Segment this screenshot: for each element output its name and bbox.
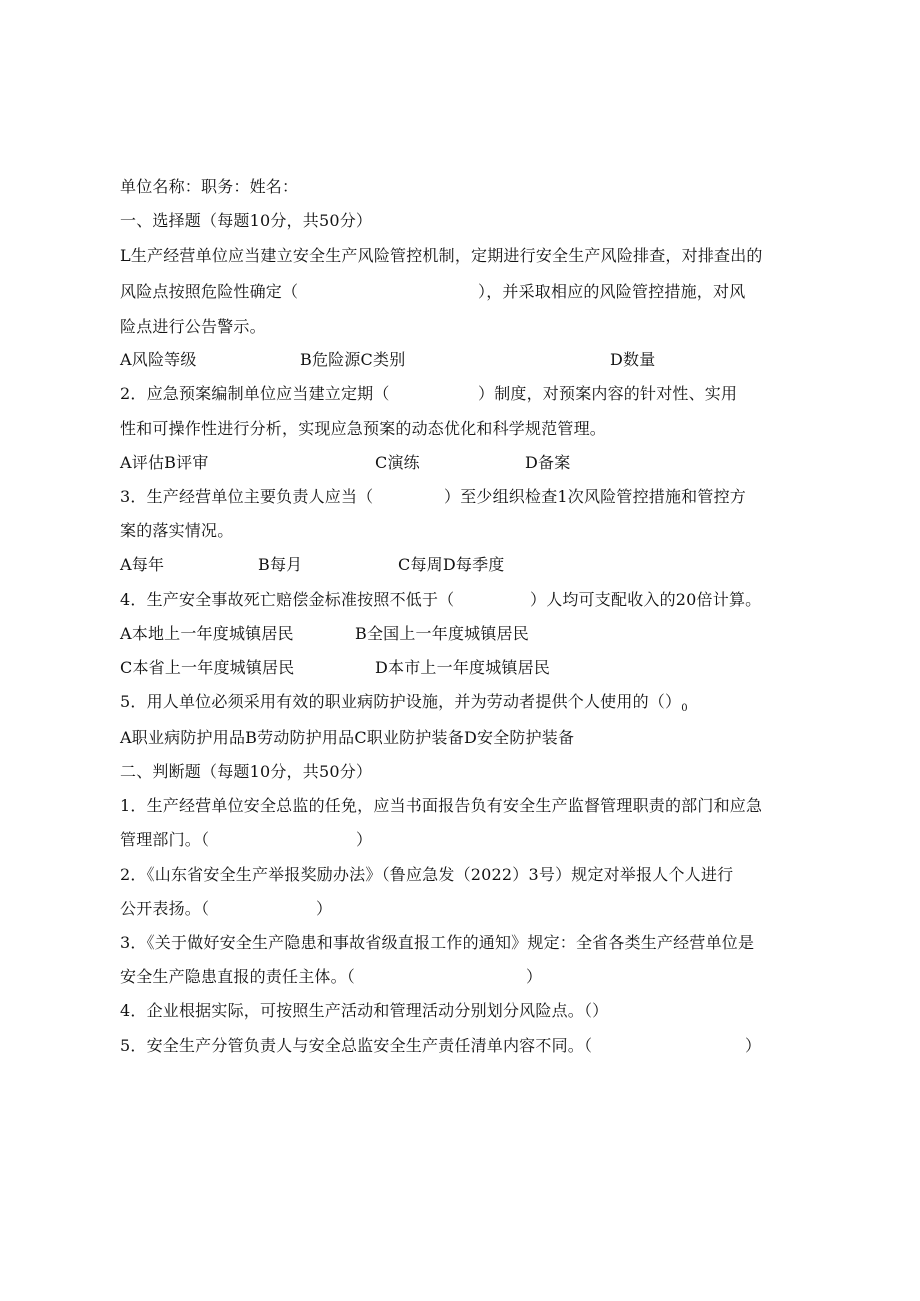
q5-line1-text: 5．用人单位必须采用有效的职业病防护设施，并为劳动者提供个人使用的（）: [120, 692, 682, 711]
q4-option-c: C本省上一年度城镇居民: [120, 658, 295, 677]
j5-line1b: ）: [745, 1036, 762, 1055]
q5-options: A职业病防护用品B劳动防护用品C职业防护装备D安全防护装备: [120, 728, 575, 747]
q2-line1a: 2．应急预案编制单位应当建立定期（: [120, 384, 390, 403]
q2-option-d: D备案: [525, 453, 571, 472]
j5-line1a: 5．安全生产分管负责人与安全总监安全生产责任清单内容不同。（: [120, 1036, 593, 1055]
j1-line2b: ）: [356, 830, 373, 849]
q2-line2: 性和可操作性进行分析，实现应急预案的动态优化和科学规范管理。: [120, 419, 607, 438]
q4-option-a: A本地上一年度城镇居民: [120, 624, 294, 643]
j2-line2a: 公开表扬。（: [120, 899, 210, 918]
q1-line2b: ），并采取相应的风险管控措施，对风: [478, 282, 746, 301]
q1-line2a: 风险点按照危险性确定（: [120, 282, 299, 301]
j1-line2a: 管理部门。（: [120, 830, 210, 849]
q5-line1: [120, 691, 688, 720]
q2-option-c: C演练: [375, 453, 420, 472]
q3-option-b: B每月: [258, 555, 303, 574]
j1-line1: 1．生产经营单位安全总监的任免，应当书面报告负有安全生产监督管理职责的部门和应急: [120, 796, 763, 815]
q2-line1b: ）制度，对预案内容的针对性、实用: [478, 384, 738, 403]
q3-option-cd: C每周D每季度: [398, 555, 505, 574]
q1-line3: 险点进行公告警示。: [120, 317, 266, 336]
q1-option-d: D数量: [610, 350, 656, 369]
section2-title: 二、判断题（每题10分，共50分）: [120, 762, 373, 781]
q1-line1: L生产经营单位应当建立安全生产风险管控机制，定期进行安全生产风险排查，对排查出的: [120, 246, 763, 265]
q3-line2: 案的落实情况。: [120, 521, 234, 540]
q3-line1a: 3．生产经营单位主要负责人应当（: [120, 487, 374, 506]
section1-title: 一、选择题（每题10分，共50分）: [120, 211, 373, 230]
q1-option-a: A风险等级: [120, 350, 197, 369]
q4-option-d: D本市上一年度城镇居民: [375, 658, 551, 677]
j3-line2a: 安全生产隐患直报的责任主体。（: [120, 967, 356, 986]
q4-option-b: B全国上一年度城镇居民: [355, 624, 529, 643]
q3-line1b: ）至少组织检查1次风险管控措施和管控方: [444, 487, 746, 506]
q2-option-ab: A评估B评审: [120, 453, 209, 472]
j3-line1: 3．《关于做好安全生产隐患和事故省级直报工作的通知》规定：全省各类生产经营单位是: [120, 933, 755, 952]
j2-line1: 2．《山东省安全生产举报奖励办法》（鲁应急发（2022）3号）规定对举报人个人进行: [120, 865, 734, 884]
q1-option-bc: B危险源C类别: [300, 350, 406, 369]
q3-option-a: A每年: [120, 555, 165, 574]
j4-line1: 4．企业根据实际，可按照生产活动和管理活动分别划分风险点。（）: [120, 1001, 609, 1020]
q4-line1a: 4．生产安全事故死亡赔偿金标准按照不低于（: [120, 590, 455, 609]
q5-line1-sub: 0: [681, 703, 688, 714]
q4-line1b: ）人均可支配收入的20倍计算。: [530, 590, 762, 609]
j2-line2b: ）: [316, 899, 333, 918]
header-info: 单位名称：职务：姓名：: [120, 177, 299, 196]
j3-line2b: ）: [526, 967, 543, 986]
